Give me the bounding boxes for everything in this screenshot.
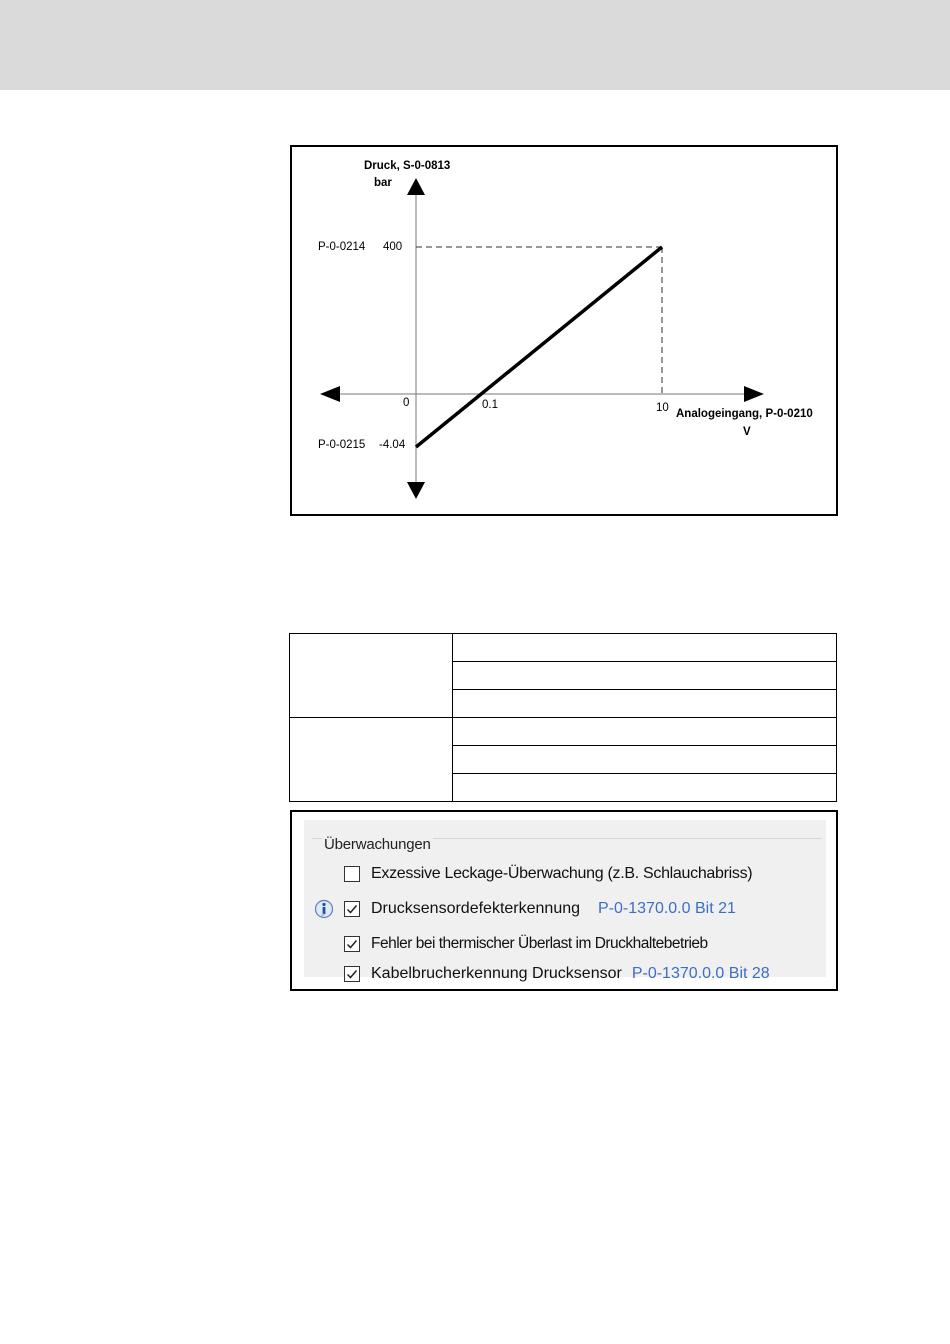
x-axis-arrow-right (744, 386, 764, 402)
parameter-table (289, 633, 837, 802)
cable-break-label: Kabelbrucherkennung Drucksensor (371, 965, 622, 982)
checkmark-icon (346, 968, 358, 980)
characteristic-chart (292, 147, 836, 514)
leakage-checkbox[interactable] (344, 866, 360, 882)
monitoring-panel (304, 820, 826, 982)
monitoring-item-thermal-overload[interactable] (304, 932, 708, 956)
monitoring-item-leakage[interactable] (304, 862, 752, 886)
x-axis-unit: V (743, 426, 751, 438)
y-max-value-label: 400 (383, 241, 403, 253)
cable-break-param: P-0-1370.0.0 Bit 28 (631, 965, 770, 982)
thermal-overload-label: Fehler bei thermischer Überlast im Druckhaltebetrieb (371, 935, 708, 952)
monitoring-item-sensor-defect[interactable] (304, 897, 736, 921)
y-axis-unit: bar (374, 177, 392, 189)
table-group-cell (290, 718, 453, 802)
x-axis-arrow-left (320, 386, 340, 402)
sensor-defect-checkbox[interactable] (344, 901, 360, 917)
y-min-param-label: P-0-0215 (318, 439, 366, 451)
table-cell (453, 718, 837, 746)
characteristic-figure (290, 145, 838, 516)
y-max-param-label: P-0-0214 (318, 241, 366, 253)
table-cell (453, 690, 837, 718)
x-tick-label: 0 (403, 397, 410, 409)
checkmark-icon (346, 903, 358, 915)
y-min-value-label: -4.04 (379, 439, 406, 451)
sensor-defect-label: Drucksensordefekterkennung (371, 900, 581, 917)
table-cell (453, 634, 837, 662)
monitoring-screenshot (290, 810, 838, 991)
monitoring-group-title: Überwachungen (324, 836, 431, 853)
monitoring-item-cable-break[interactable] (304, 962, 770, 986)
leakage-label: Exzessive Leckage-Überwachung (z.B. Schlauchabriss) (371, 865, 753, 882)
cable-break-checkbox[interactable] (344, 966, 360, 982)
table-cell (453, 774, 837, 802)
y-axis-title: Druck, S-0-0813 (364, 160, 451, 172)
info-icon[interactable] (314, 899, 334, 919)
x-tick-label: 0.1 (482, 399, 498, 411)
x-axis-title: Analogeingang, P-0-0210 (676, 408, 813, 420)
table-group-cell (290, 634, 453, 718)
x-tick-label: 10 (656, 402, 669, 414)
table-cell (453, 662, 837, 690)
y-axis-arrow-up (407, 178, 425, 195)
sensor-defect-param: P-0-1370.0.0 Bit 21 (598, 900, 736, 917)
checkmark-icon (346, 938, 358, 950)
page-header-band (0, 0, 950, 90)
y-axis-arrow-down (407, 482, 425, 499)
thermal-overload-checkbox[interactable] (344, 936, 360, 952)
table-cell (453, 746, 837, 774)
series-line (416, 247, 662, 447)
